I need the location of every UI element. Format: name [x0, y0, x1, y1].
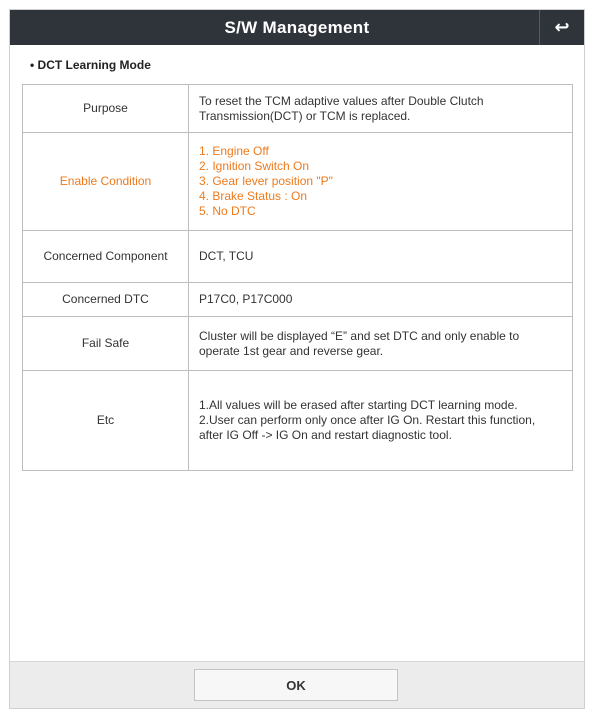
row-label: Enable Condition	[23, 133, 189, 231]
row-value	[189, 317, 573, 371]
table-row	[23, 317, 573, 371]
row-label: Concerned DTC	[23, 283, 189, 317]
title-bar	[10, 10, 584, 45]
table-row	[23, 85, 573, 133]
row-value-line: DCT, TCU	[199, 249, 254, 263]
dialog-frame	[9, 9, 585, 709]
row-label: Etc	[23, 371, 189, 471]
row-label: Fail Safe	[23, 317, 189, 371]
ok-button[interactable]: OK	[194, 669, 398, 701]
section-title: • DCT Learning Mode	[30, 58, 151, 72]
row-value-line: 3. Gear lever position "P"	[199, 174, 333, 188]
row-value-line: P17C0, P17C000	[199, 292, 293, 306]
table-row	[23, 283, 573, 317]
row-value	[189, 283, 573, 317]
page-title: S/W Management	[224, 17, 370, 37]
info-table	[22, 84, 573, 471]
row-value	[189, 231, 573, 283]
row-value-line: 1.All values will be erased after starting DCT learning mode.	[199, 398, 518, 412]
row-value	[189, 85, 573, 133]
footer-bar	[10, 661, 584, 708]
row-value-line: 2.User can perform only once after IG On. Restart this function, after IG Off -> IG On and restart diagnostic tool.	[199, 413, 536, 442]
row-value-line: Cluster will be displayed “E” and set DTC and only enable to operate 1st gear and reverse gear.	[199, 328, 520, 358]
row-value-line: 5. No DTC	[199, 204, 256, 218]
row-value	[189, 371, 573, 471]
row-value-line: 2. Ignition Switch On	[199, 159, 310, 173]
row-label: Concerned Component	[23, 231, 189, 283]
return-arrow-icon: ↩	[554, 17, 570, 37]
table-row	[23, 231, 573, 283]
row-value-line: 1. Engine Off	[199, 144, 269, 158]
row-value-line: To reset the TCM adaptive values after Double Clutch Transmission(DCT) or TCM is replaced.	[199, 93, 484, 123]
table-row	[23, 371, 573, 471]
back-button[interactable]	[539, 10, 584, 45]
table-row	[23, 133, 573, 231]
row-label: Purpose	[23, 85, 189, 133]
row-value	[189, 133, 573, 231]
row-value-line: 4. Brake Status : On	[199, 189, 308, 203]
